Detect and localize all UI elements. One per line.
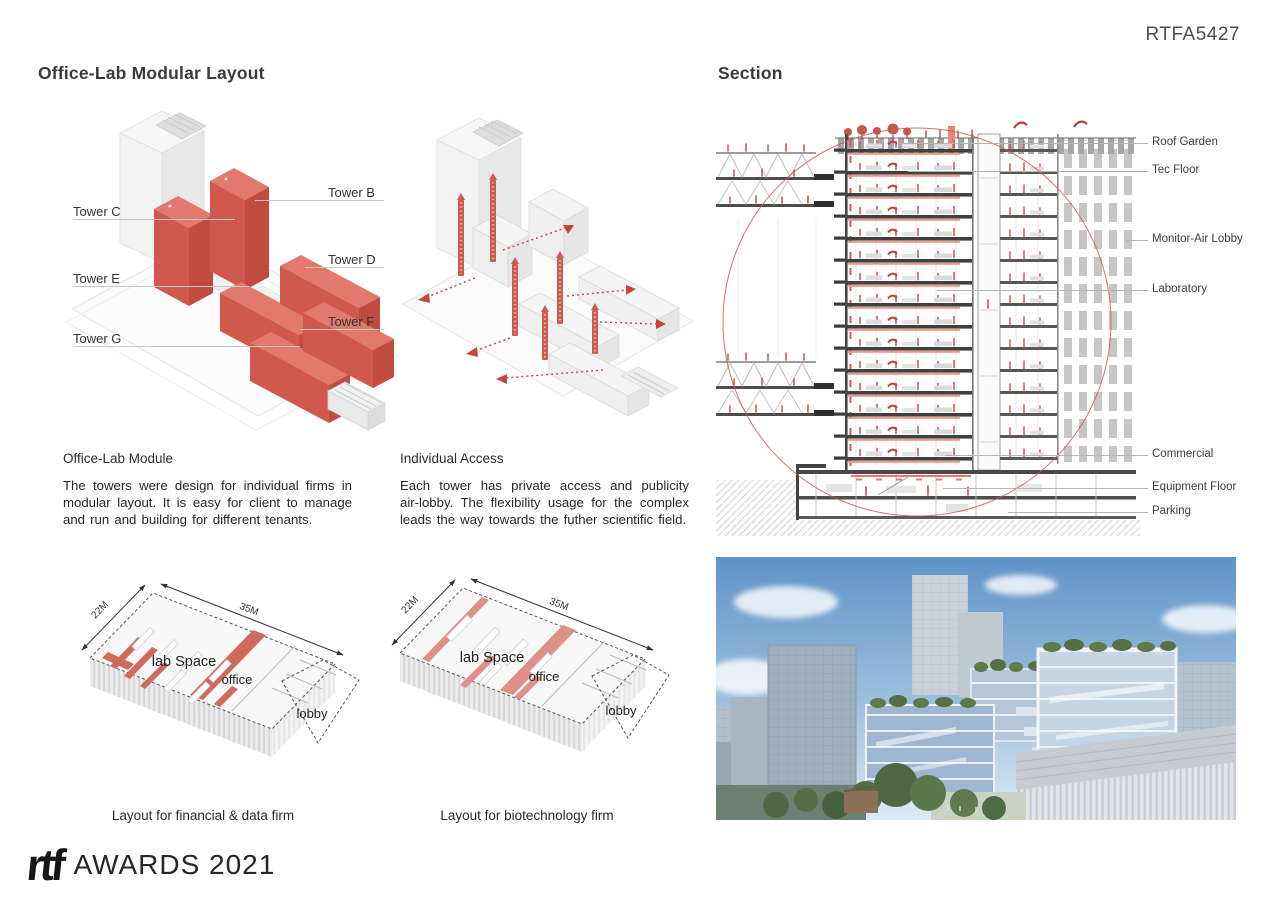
section-label-monitor-air-lobby: Monitor-Air Lobby — [1152, 233, 1243, 245]
plan2-caption: Layout for biotechnology firm — [440, 808, 614, 823]
leader-line — [898, 143, 1148, 144]
leader-line — [943, 488, 1148, 489]
leader-line — [305, 267, 384, 268]
secondary-tower — [1000, 134, 1059, 464]
plan-label-office: office — [221, 672, 253, 687]
leader-line — [945, 455, 1148, 456]
rtf-logo-mark: rtf — [24, 841, 65, 890]
plan-label-lab: lab Space — [151, 654, 217, 670]
leader-line — [73, 346, 300, 347]
leader-line — [255, 200, 384, 201]
plan1-caption: Layout for financial & data firm — [111, 808, 295, 823]
section-label-parking: Parking — [1152, 505, 1191, 517]
tower-label-e: Tower E — [73, 271, 120, 286]
svg-text:35M: 35M — [547, 596, 570, 614]
section-label-laboratory: Laboratory — [1152, 283, 1207, 295]
tower-label-d: Tower D — [328, 252, 376, 267]
tower-label-g: Tower G — [73, 331, 122, 346]
tower-label-b: Tower B — [328, 185, 375, 200]
section-label-equipment-floor: Equipment Floor — [1152, 481, 1237, 493]
awards-logo-text: AWARDS 2021 — [73, 849, 276, 880]
tower-label-c: Tower C — [73, 204, 121, 219]
access-caption: Individual Access — [400, 451, 504, 466]
axon-individual-access-diagram — [395, 108, 695, 443]
leader-line — [1008, 512, 1148, 513]
facade-grid — [1063, 140, 1136, 462]
project-code: RTFA5427 — [1145, 24, 1240, 45]
rtf-awards-logo — [24, 841, 276, 890]
stair-block — [328, 382, 385, 430]
main-tower — [834, 134, 974, 470]
sky-bridge-upper — [716, 144, 834, 207]
core-shaft — [978, 134, 1000, 470]
svg-text:22M: 22M — [89, 599, 111, 622]
left-section-heading: Office-Lab Modular Layout — [38, 63, 265, 83]
leader-line — [73, 219, 235, 220]
svg-text:35M: 35M — [237, 601, 260, 619]
leader-line — [73, 286, 250, 287]
leader-line — [908, 171, 1148, 172]
leader-line — [937, 290, 1148, 291]
section-label-tec-floor: Tec Floor — [1152, 164, 1200, 176]
plan-biotechnology-firm — [382, 573, 672, 773]
building-section-drawing — [716, 118, 1140, 536]
plan-label-lobby: lobby — [605, 703, 637, 718]
plan-label-office: office — [528, 669, 560, 684]
svg-text:22M: 22M — [399, 594, 421, 617]
plan-label-lobby: lobby — [296, 706, 328, 721]
module-caption: Office-Lab Module — [63, 451, 174, 466]
plan-label-lab: lab Space — [459, 650, 525, 666]
leader-line — [300, 329, 384, 330]
plan-financial-data-firm — [72, 578, 362, 778]
access-description: Each tower has private access and publicity air-lobby. The flexibility usage for the complex leads the way towards the futher scientific field. — [400, 478, 689, 528]
right-section-heading: Section — [718, 63, 783, 83]
module-description: The towers were design for individual firms in modular layout. It is easy for client to manage and run and building for different tenants. — [63, 478, 352, 528]
exterior-rendering-image — [716, 557, 1236, 820]
ground-hatch — [716, 520, 1140, 536]
section-label-roof-garden: Roof Garden — [1152, 136, 1218, 148]
tower-label-f: Tower F — [328, 314, 375, 329]
leader-line — [1126, 240, 1148, 241]
section-label-commercial: Commercial — [1152, 448, 1214, 460]
